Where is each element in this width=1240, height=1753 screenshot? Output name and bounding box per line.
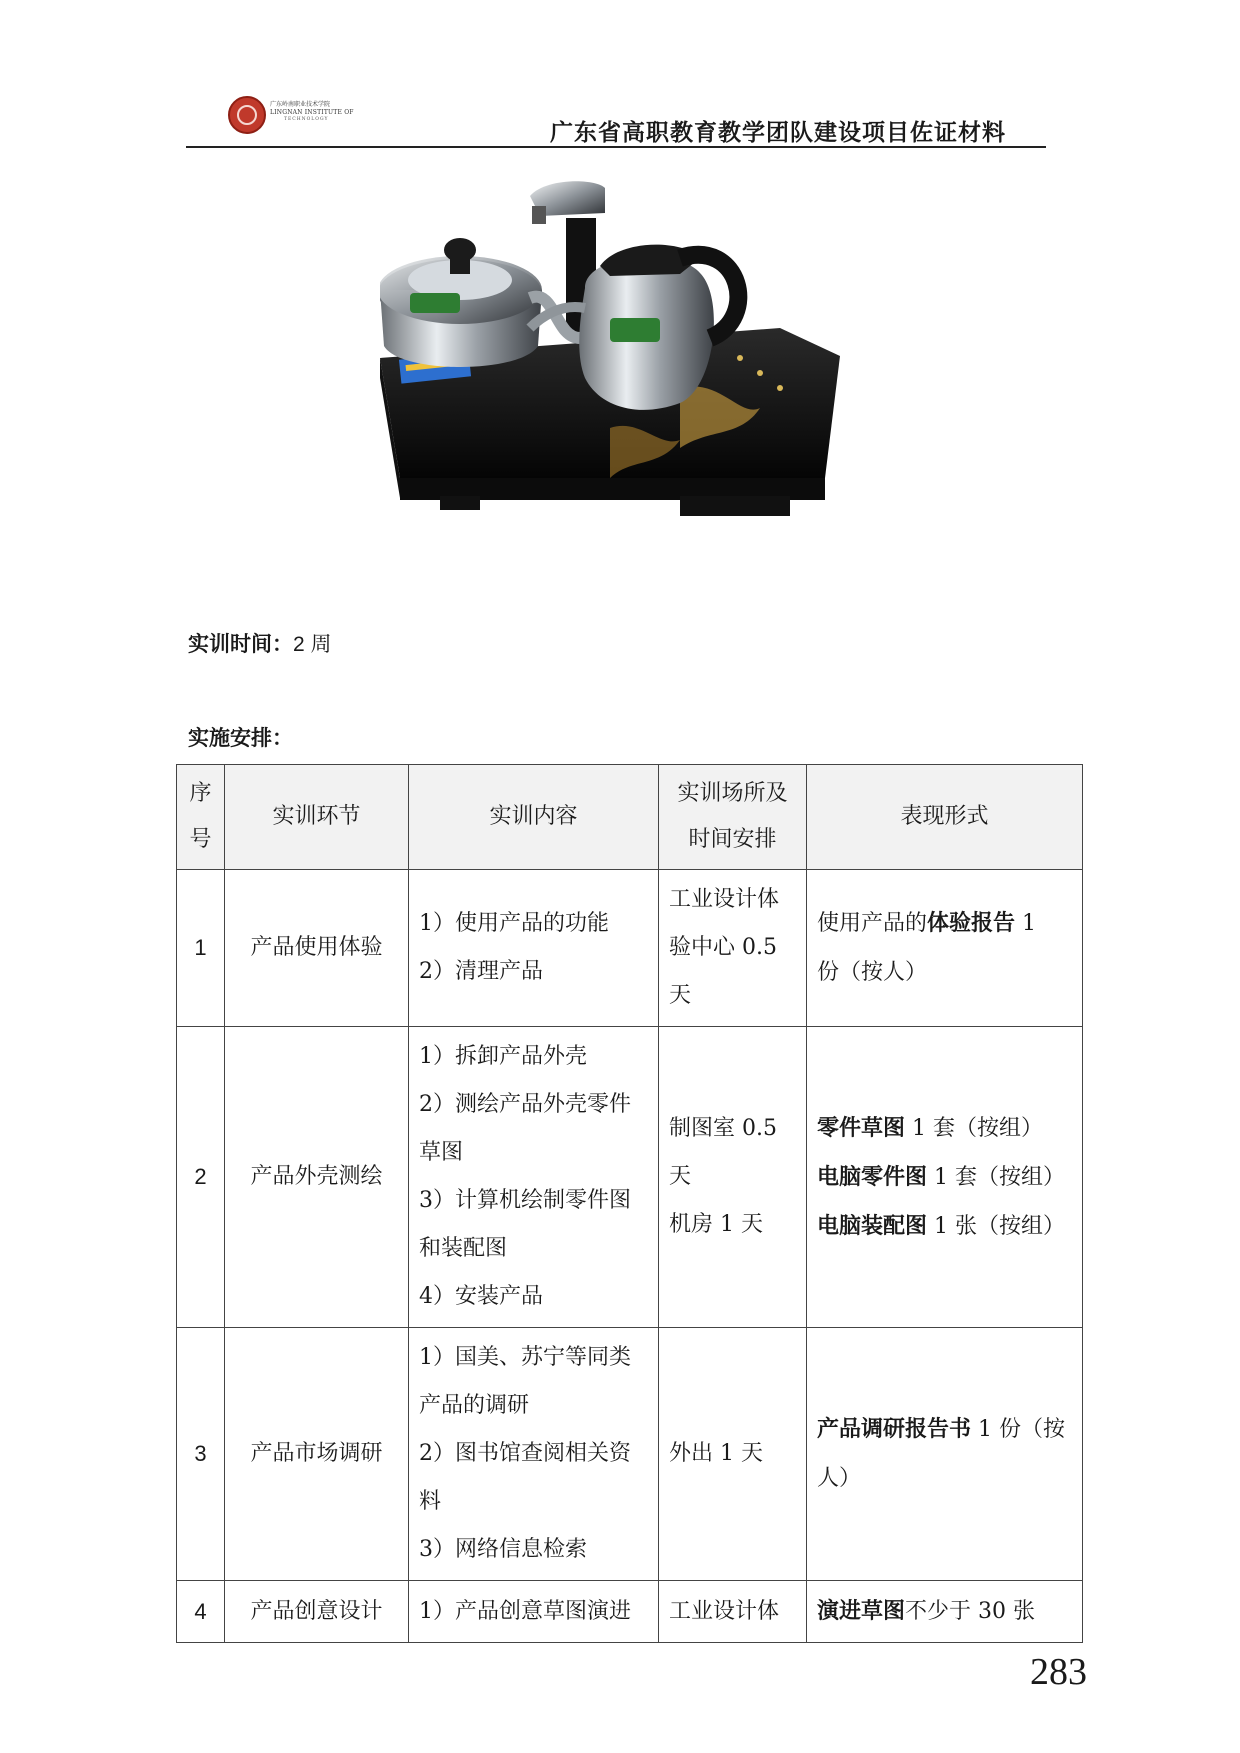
row-content: 1）拆卸产品外壳 2）测绘产品外壳零件 草图 3）计算机绘制零件图 和装配图 4）安装产品	[409, 1027, 659, 1328]
seal-icon	[228, 96, 266, 134]
row-index: 4	[177, 1581, 225, 1643]
table-row	[177, 870, 1083, 1027]
row-content: 1）产品创意草图演进	[409, 1581, 659, 1643]
header-segment: 实训环节	[225, 765, 409, 870]
row-index: 3	[177, 1328, 225, 1581]
row-venue: 工业设计体 验中心 0.5 天	[659, 870, 807, 1027]
table-row	[177, 1581, 1083, 1643]
header-index: 序号	[177, 765, 225, 870]
arrangement-label: 实施安排：	[188, 726, 293, 750]
header-output: 表现形式	[807, 765, 1083, 870]
row-content: 1）国美、苏宁等同类 产品的调研 2）图书馆查阅相关资 料 3）网络信息检索	[409, 1328, 659, 1581]
row-venue: 外出 1 天	[659, 1328, 807, 1581]
table-header-row	[177, 765, 1083, 870]
training-duration-value: 2 周	[293, 633, 332, 656]
row-output: 演进草图不少于 30 张	[807, 1581, 1083, 1643]
row-segment: 产品使用体验	[225, 870, 409, 1027]
tea-kettle-product-image	[380, 178, 850, 528]
row-segment: 产品市场调研	[225, 1328, 409, 1581]
row-venue: 工业设计体	[659, 1581, 807, 1643]
header-venue: 实训场所及时间安排	[659, 765, 807, 870]
row-venue: 制图室 0.5 天 机房 1 天	[659, 1027, 807, 1328]
page-number: 283	[1030, 1651, 1087, 1693]
row-segment: 产品外壳测绘	[225, 1027, 409, 1328]
page-header	[186, 92, 1046, 148]
row-index: 1	[177, 870, 225, 1027]
header-content: 实训内容	[409, 765, 659, 870]
header-divider	[186, 146, 1046, 148]
institute-logo	[228, 96, 360, 136]
training-duration-label: 实训时间：	[188, 632, 293, 656]
logo-name-en2: TECHNOLOGY	[284, 117, 329, 122]
table-row	[177, 1328, 1083, 1581]
row-content: 1）使用产品的功能 2）清理产品	[409, 870, 659, 1027]
row-output: 产品调研报告书 1 份（按 人）	[807, 1328, 1083, 1581]
arrangement-heading	[188, 722, 293, 752]
logo-name-en: LINGNAN INSTITUTE OF	[270, 109, 354, 116]
training-duration	[188, 628, 332, 658]
training-schedule-table	[176, 764, 1083, 1643]
table-row	[177, 1027, 1083, 1328]
logo-name-cn: 广东岭南职业技术学院	[270, 101, 331, 108]
row-output: 零件草图 1 套（按组） 电脑零件图 1 套（按组） 电脑装配图 1 张（按组）	[807, 1027, 1083, 1328]
row-index: 2	[177, 1027, 225, 1328]
row-segment: 产品创意设计	[225, 1581, 409, 1643]
row-output: 使用产品的体验报告 1 份（按人）	[807, 870, 1083, 1027]
header-title: 广东省高职教育教学团队建设项目佐证材料	[550, 120, 1006, 146]
